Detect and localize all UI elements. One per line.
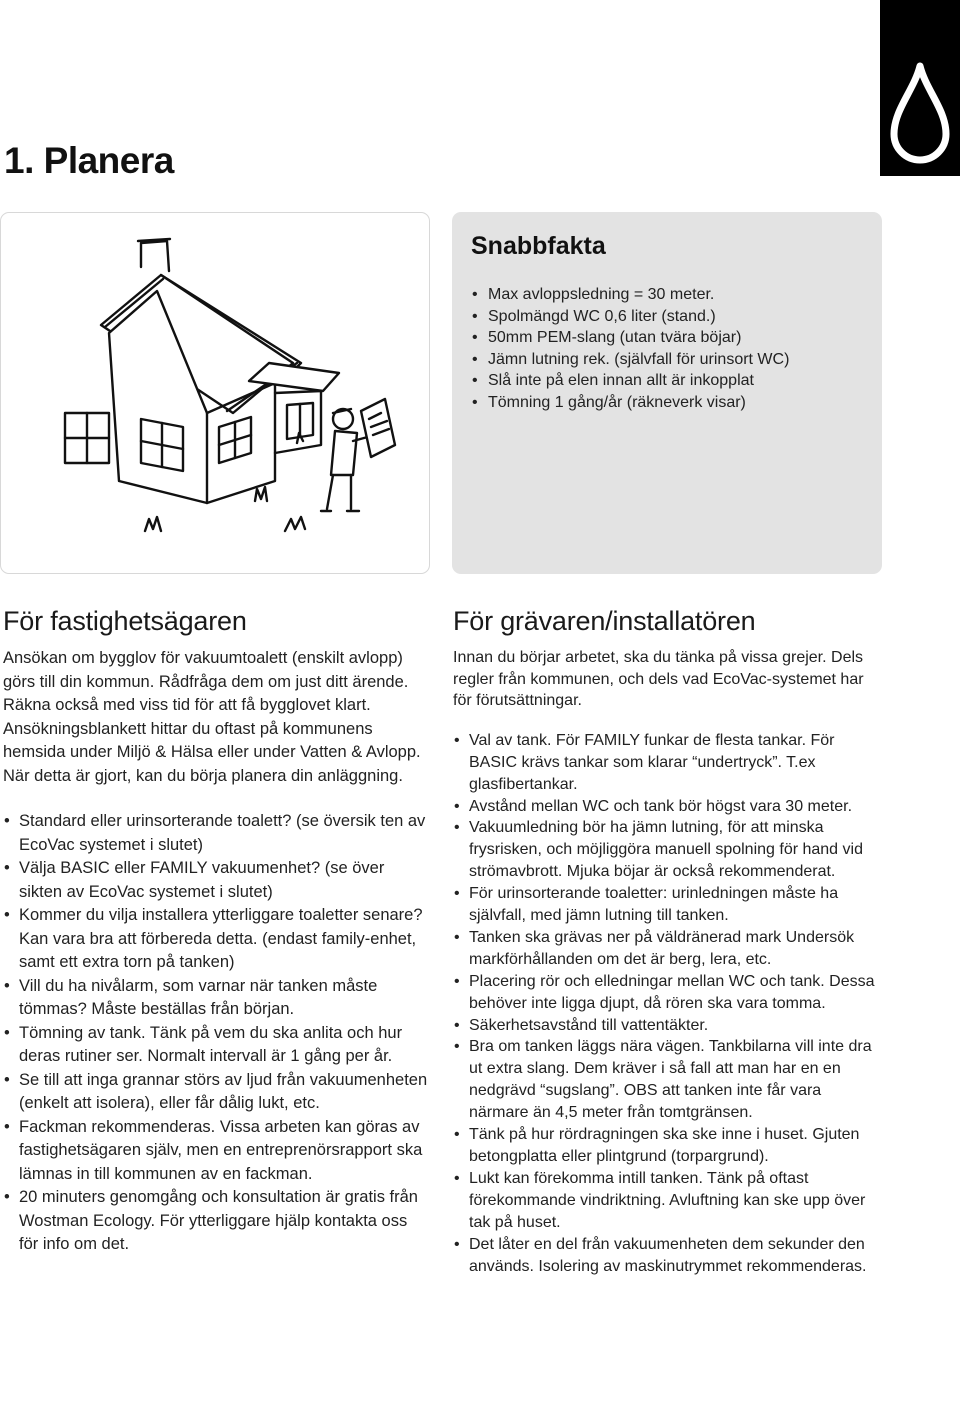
list-item: • 50mm PEM-slang (utan tvära böjar) — [472, 327, 789, 349]
list-item: • Det låter en del från vakuumenheten dem sekunder den används. Isolering av maskinutrymmet rekommenderas. — [453, 1234, 881, 1278]
installer-heading: För grävaren/installatören — [453, 606, 756, 636]
list-item: • Placering rör och elledningar mellan WC och tank. Dessa behöver inte ligga djupt, då rören ska vara tomma. — [453, 971, 881, 1015]
list-item: • 20 minuters genomgång och konsultation är gratis från Wostman Ecology. För ytterliggare hjälp kontakta oss för info om det. — [3, 1186, 431, 1257]
list-item: • Tanken ska grävas ner på väldränerad mark Undersök markförhållanden om det är berg, lera, etc. — [453, 927, 881, 971]
list-item: • Tömning av tank. Tänk på vem du ska anlita och hur deras rutiner ser. Normalt intervall är 1 gång per år. — [3, 1022, 431, 1069]
list-item: • Se till att inga grannar störs av ljud från vakuumenheten (enkelt att isolera), eller får dålig lukt, etc. — [3, 1069, 431, 1116]
list-item: • Slå inte på elen innan allt är inkopplat — [472, 370, 789, 392]
owner-intro: Ansökan om bygglov för vakuumtoalett (enskilt avlopp) görs till din kommun. Rådfråga dem om just ditt ärende. Räkna också med viss tid för att få bygglovet klart. Ansökningsblankett hittar du oftast på kommunens hemsida under Miljö & Hälsa eller under Vatten & Avlopp. När detta är gjort, kan du börja planera din anläggning. — [3, 649, 421, 785]
list-item: • Spolmängd WC 0,6 liter (stand.) — [472, 306, 789, 328]
list-item: • Bra om tanken läggs nära vägen. Tankbilarna vill inte dra ut extra slang. Dem kräver i så fall att man har en en nedgrävd “sugslang”. OBS att tanken inte får vara närmare än 4,5 meter från tomtgränsen. — [453, 1036, 881, 1124]
corner-tab — [880, 0, 960, 176]
list-item: • Tänk på hur rördragningen ska ske inne i huset. Gjuten betongplatta eller plintgrund (torpargrund). — [453, 1124, 881, 1168]
list-item: • Vakuumledning bör ha jämn lutning, för att minska frysrisken, och möjliggöra manuell spolning för hand vid strömavbrott. Mjuka böjar är också rekommenderat. — [453, 817, 881, 883]
list-item: • Tömning 1 gång/år (räkneverk visar) — [472, 392, 789, 414]
list-item: • Fackman rekommenderas. Vissa arbeten kan göras av fastighetsägaren själv, men en entreprenörsrapport ska lämnas in till kommunen av en fackman. — [3, 1116, 431, 1187]
page-title: 1. Planera — [4, 140, 174, 181]
list-item: • Lukt kan förekomma intill tanken. Tänk på oftast förekommande vindriktning. Avluftning kan ske upp över tak på huset. — [453, 1168, 881, 1234]
quick-facts-list — [472, 284, 789, 414]
owner-list — [3, 810, 431, 1257]
list-item: • Vill du ha nivålarm, som varnar när tanken måste tömmas? Måste beställas från början. — [3, 975, 431, 1022]
list-item: • Välja BASIC eller FAMILY vakuumenhet? (se över sikten av EcoVac systemet i slutet) — [3, 857, 431, 904]
list-item: • Säkerhetsavstånd till vattentäkter. — [453, 1015, 881, 1037]
list-item: • Jämn lutning rek. (självfall för urinsort WC) — [472, 349, 789, 371]
quick-facts-title: Snabbfakta — [471, 232, 606, 260]
list-item: • För urinsorterande toaletter: urinledningen måste ha självfall, med jämn lutning till tanken. — [453, 883, 881, 927]
installer-intro: Innan du börjar arbetet, ska du tänka på vissa grejer. Dels regler från kommunen, och dels vad EcoVac-systemet har för förutsättningar. — [453, 649, 864, 710]
list-item: • Val av tank. För FAMILY funkar de flesta tankar. För BASIC krävs tankar som klarar “undertryck”. T.ex glasfibertankar. — [453, 730, 881, 796]
house-and-worker-illustration — [1, 213, 431, 575]
installer-list — [453, 730, 881, 1278]
quick-facts-panel — [452, 212, 882, 574]
water-drop-icon — [890, 62, 950, 166]
list-item: • Max avloppsledning = 30 meter. — [472, 284, 789, 306]
illustration-panel — [0, 212, 430, 574]
owner-section — [3, 606, 431, 1257]
list-item: • Standard eller urinsorterande toalett? (se översik ten av EcoVac systemet i slutet) — [3, 810, 431, 857]
owner-heading: För fastighetsägaren — [3, 606, 247, 636]
list-item: • Kommer du vilja installera ytterliggare toaletter senare? Kan vara bra att förbereda detta. (endast family-enhet, samt ett extra torn på tanken) — [3, 904, 431, 975]
installer-section — [453, 606, 881, 1277]
list-item: • Avstånd mellan WC och tank bör högst vara 30 meter. — [453, 796, 881, 818]
